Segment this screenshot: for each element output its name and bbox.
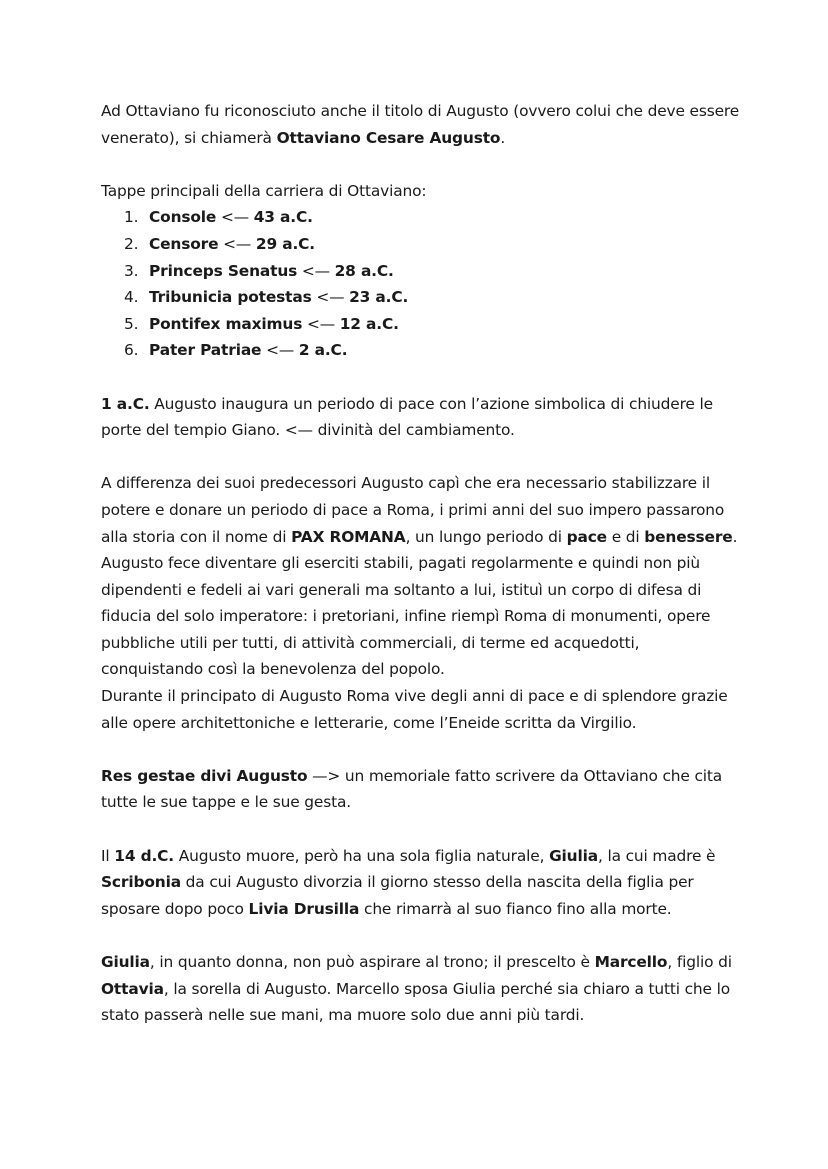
paragraph-pace	[101, 391, 741, 444]
career-list	[101, 204, 741, 364]
text: .	[500, 128, 506, 147]
list-date: 12 a.C.	[339, 314, 399, 333]
text: che rimarrà al suo fianco fino alla morte.	[359, 899, 672, 918]
text: Augusto muore, però ha una sola figlia naturale,	[174, 846, 550, 865]
bold-name: Livia Drusilla	[248, 899, 360, 918]
list-item	[101, 258, 741, 285]
list-item	[101, 284, 741, 311]
bold-name: Giulia	[549, 846, 598, 865]
text: A differenza dei suoi predecessori Augusto capì che era necessario stabilizzare il potere e donare un periodo di pace a Roma, i primi anni del suo impero passarono alla storia con il nome di	[101, 474, 725, 546]
bold-name: Giulia	[101, 953, 150, 971]
paragraph-res-gestae	[101, 763, 741, 816]
list-arrow: <—	[297, 261, 335, 280]
bold-name: Marcello	[594, 953, 668, 971]
list-number: 6.	[124, 341, 139, 360]
list-date: 43 a.C.	[253, 208, 313, 227]
bold-date: 1 a.C.	[101, 394, 150, 413]
list-item	[101, 311, 741, 338]
list-item	[101, 204, 741, 231]
list-arrow: <—	[261, 341, 299, 360]
list-date: 2 a.C.	[298, 341, 348, 360]
text: —> un memoriale fatto scrivere da Ottaviano che cita tutte le sue tappe e le sue gesta.	[101, 766, 723, 812]
list-item	[101, 231, 741, 258]
list-title: Tribunicia potestas	[149, 288, 312, 307]
bold-name: Scribonia	[101, 873, 181, 892]
bold-term: benessere	[644, 527, 733, 546]
list-arrow: <—	[311, 288, 350, 307]
paragraph-pax-romana	[101, 470, 741, 683]
list-number: 2.	[124, 234, 139, 253]
text: , in quanto donna, non può aspirare al trono; il prescelto è	[149, 953, 595, 971]
bold-name: Ottaviano Cesare Augusto	[276, 128, 501, 147]
text: , la sorella di Augusto. Marcello sposa Giulia perché sia chiaro a tutti che lo stato passerà nelle sue mani, ma muore solo due anni più tardi.	[101, 979, 730, 1025]
list-number: 4.	[124, 288, 139, 307]
list-intro: Tappe principali della carriera di Ottaviano:	[101, 181, 427, 200]
list-item	[101, 337, 741, 364]
text: , un lungo periodo di	[405, 527, 567, 546]
list-title: Pater Patriae	[149, 341, 262, 360]
list-date: 29 a.C.	[255, 234, 315, 253]
bold-name: Ottavia	[101, 979, 164, 998]
paragraph-morte	[101, 843, 741, 923]
bold-title: Res gestae divi Augusto	[101, 766, 308, 785]
text: Ad Ottaviano fu riconosciuto anche il titolo di Augusto (ovvero colui che deve essere venerato), si chiamerà	[101, 102, 740, 147]
text: Il	[101, 846, 115, 865]
list-arrow: <—	[302, 314, 340, 333]
text: Augusto inaugura un periodo di pace con l’azione simbolica di chiudere le porte del tempio Giano. <— divinità del cambiamento.	[101, 394, 713, 440]
list-title: Console	[149, 208, 217, 227]
text: da cui Augusto divorzia il giorno stesso della nascita della figlia per sposare dopo poco	[101, 873, 694, 918]
list-title: Censore	[149, 234, 219, 253]
bold-term: PAX ROMANA	[291, 527, 406, 546]
list-title: Pontifex maximus	[149, 314, 303, 333]
list-number: 1.	[124, 208, 139, 227]
document-page	[101, 98, 741, 1055]
list-number: 5.	[124, 314, 139, 333]
list-title: Princeps Senatus	[149, 261, 298, 280]
text: . Augusto fece diventare gli eserciti stabili, pagati regolarmente e quindi non più dipendenti e fedeli ai vari generali ma soltanto a lui, istituì un corpo di difesa di fiducia del solo imperatore: i pretoriani, infine riempì Roma di monumenti, opere pubbliche utili per tutti, di attività commerciali, di terme ed acquedotti, conquistando così la benevolenza del popolo.	[101, 527, 738, 679]
list-arrow: <—	[216, 208, 254, 227]
text: , figlio di	[667, 953, 732, 971]
list-date: 23 a.C.	[349, 288, 409, 307]
text: , la cui madre è	[597, 846, 716, 865]
list-arrow: <—	[218, 234, 256, 253]
bold-date: 14 d.C.	[114, 846, 174, 865]
bold-term: pace	[566, 527, 607, 546]
paragraph-successione	[101, 949, 741, 1029]
list-date: 28 a.C.	[334, 261, 394, 280]
paragraph-principato: Durante il principato di Augusto Roma vive degli anni di pace e di splendore grazie alle opere architettoniche e letterarie, come l’Eneide scritta da Virgilio.	[101, 687, 728, 732]
list-number: 3.	[124, 261, 139, 280]
paragraph-augusto-title	[101, 98, 741, 151]
text: e di	[606, 527, 645, 546]
